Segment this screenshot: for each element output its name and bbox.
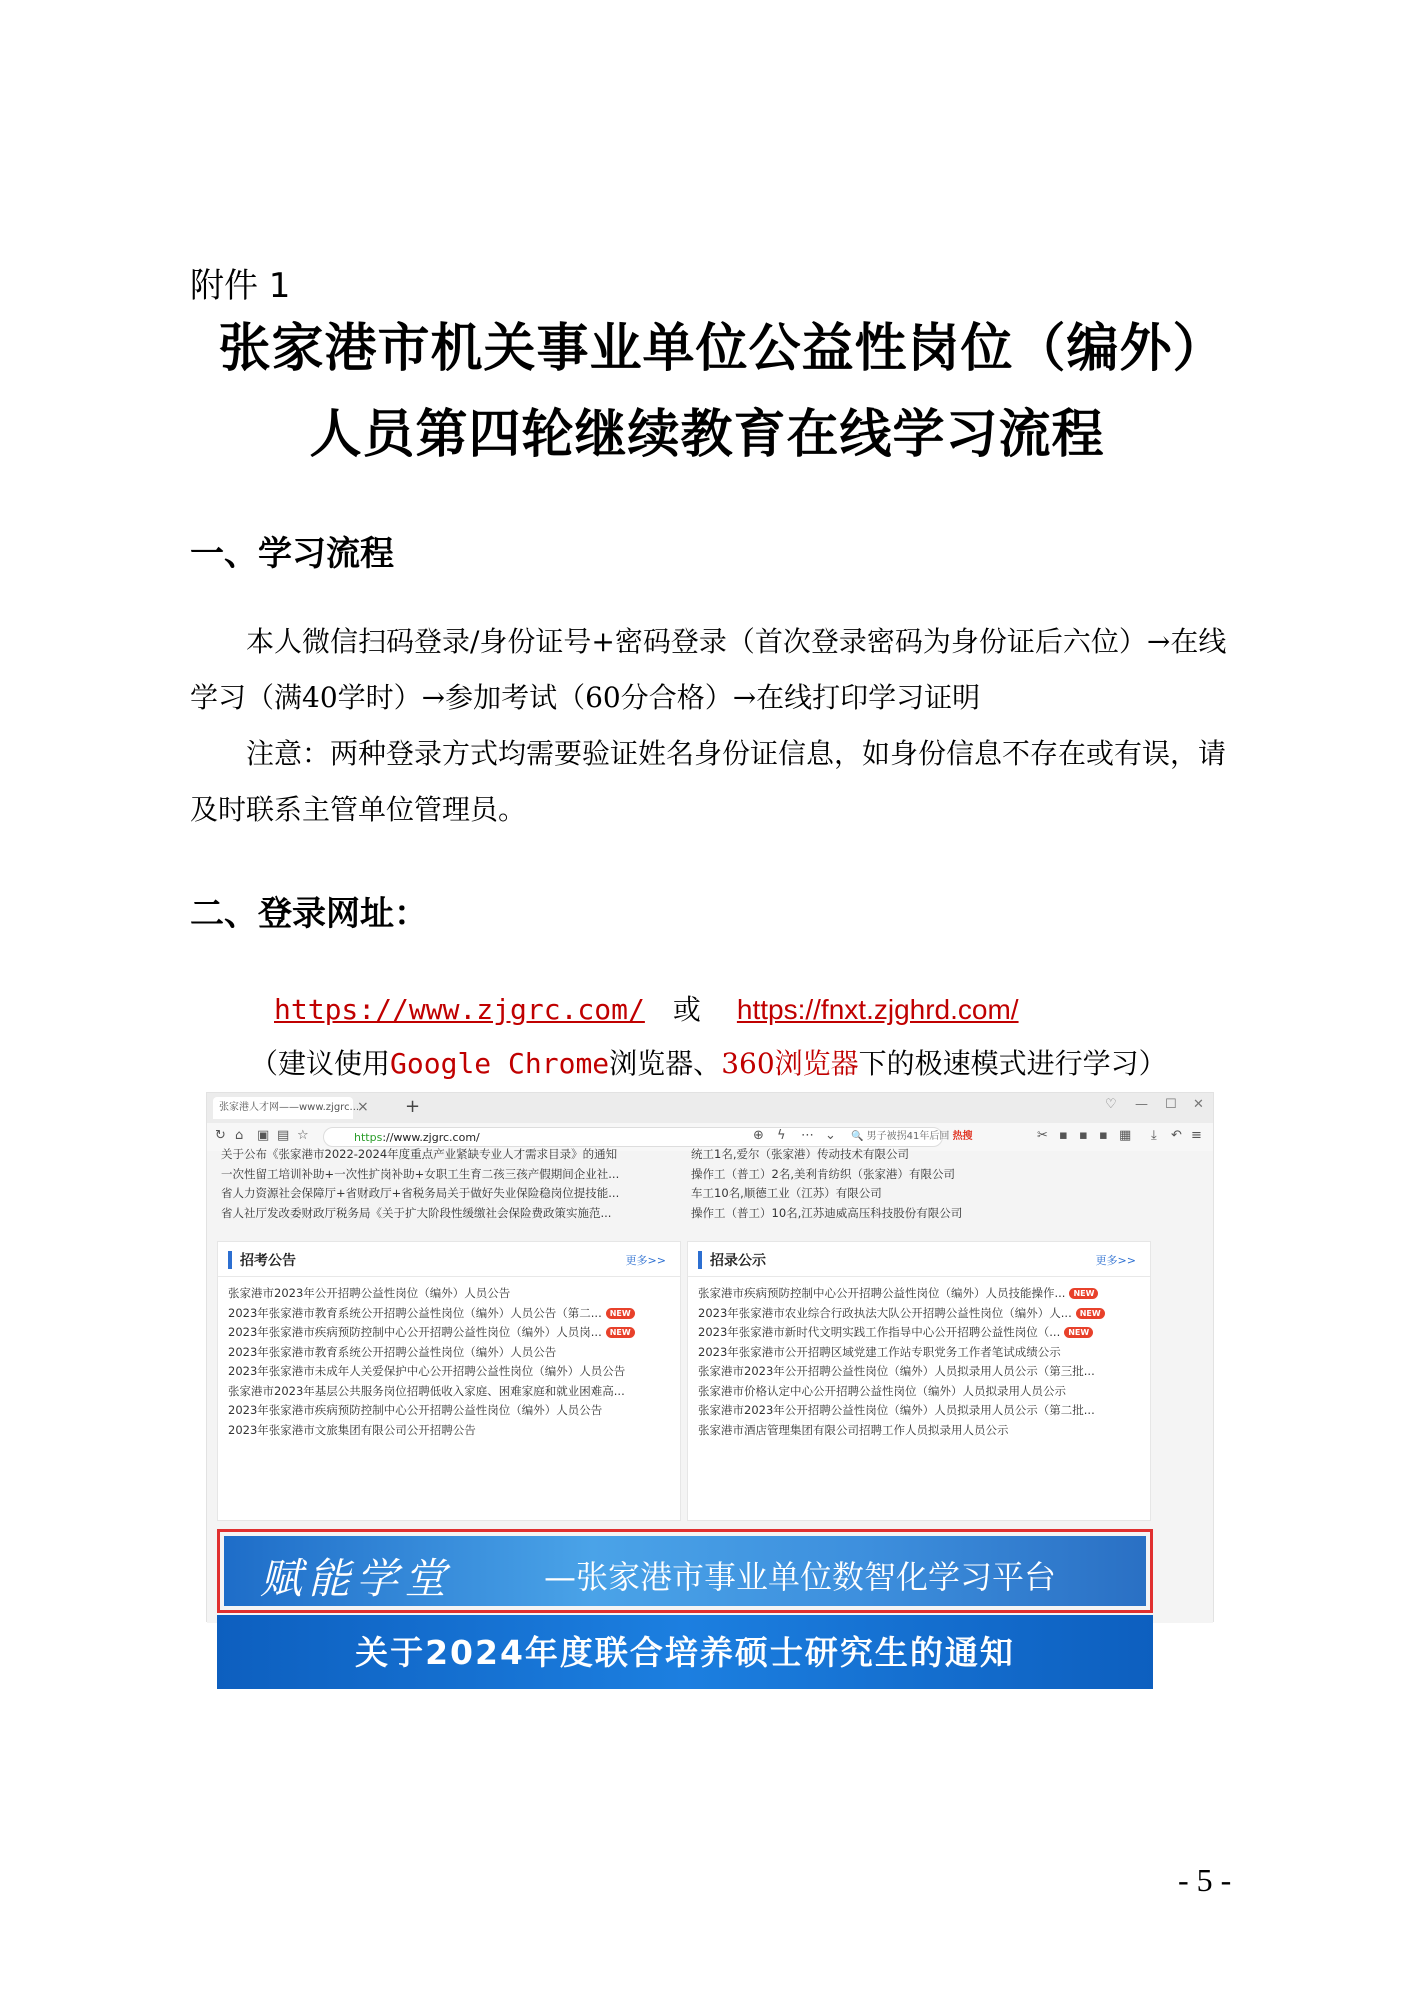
top-right-news [691, 1145, 1151, 1223]
page-number: - 5 - [1178, 1862, 1232, 1898]
list-item[interactable]: 2023年张家港市农业综合行政执法大队公开招聘公益性岗位（编外）人... NEW [698, 1304, 1142, 1324]
banner-platform-title: —张家港市事业单位数智化学习平台 [544, 1558, 1057, 1596]
list-item[interactable]: 张家港市2023年公开招聘公益性岗位（编外）人员拟录用人员公示（第二批... [698, 1403, 1095, 1417]
top-left-news [221, 1145, 689, 1223]
list-item[interactable]: 2023年张家港市教育系统公开招聘公益性岗位（编外）人员公告（第二... NEW [228, 1304, 672, 1324]
recruitment-publicity-box [687, 1241, 1151, 1521]
process-paragraph [190, 614, 1240, 838]
list-item[interactable]: 张家港市2023年公开招聘公益性岗位（编外）人员公告 [228, 1286, 511, 1300]
document-title-line-1: 张家港市机关事业单位公益性岗位（编外） [218, 319, 1226, 379]
section-heading-process: 一、学习流程 [190, 534, 394, 574]
search-text: 男子被拐41年后回 [866, 1131, 950, 1142]
news-item[interactable]: 关于公布《张家港市2022-2024年度重点产业紧缺专业人才需求目录》的通知 [221, 1147, 618, 1161]
new-badge: NEW [606, 1327, 635, 1338]
header-accent [698, 1251, 702, 1269]
news-item[interactable]: 省人力资源社会保障厅+省财政厅+省税务局关于做好失业保险稳岗位提技能... [221, 1186, 620, 1200]
url-line [274, 988, 1019, 1028]
process-text: 本人微信扫码登录/身份证号+密码登录（首次登录密码为身份证后六位）→在线学习（满40学时）→参加考试（60分合格）→在线打印学习证明 [190, 625, 1227, 714]
new-badge: NEW [1064, 1327, 1093, 1338]
list-item[interactable]: 2023年张家港市公开招聘区域党建工作站专职党务工作者笔试成绩公示 [698, 1344, 1061, 1359]
minimize-icon[interactable]: — [1135, 1097, 1148, 1112]
chevron-down-icon[interactable]: ⌄ [825, 1128, 836, 1143]
suggest-360: 360浏览器 [721, 1047, 859, 1080]
list-item[interactable]: 2023年张家港市疾病预防控制中心公开招聘公益性岗位（编外）人员公告 [228, 1403, 603, 1417]
game-icon[interactable]: ▪ [1099, 1128, 1108, 1143]
login-url-1-link[interactable]: https://www.zjgrc.com/ [274, 993, 645, 1026]
suggest-chrome: Google Chrome [390, 1047, 610, 1080]
browser-tab-bar [207, 1093, 1213, 1123]
new-badge: NEW [606, 1308, 635, 1319]
suggest-pre: （建议使用 [250, 1047, 391, 1080]
list-item[interactable]: 张家港市2023年公开招聘公益性岗位（编外）人员拟录用人员公示（第三批... [698, 1364, 1095, 1378]
list-item[interactable]: 张家港市价格认定中心公开招聘公益性岗位（编外）人员拟录用人员公示 [698, 1383, 1066, 1398]
zoom-icon[interactable]: ⊕ [753, 1128, 764, 1143]
search-icon: 🔍 [851, 1131, 864, 1142]
more-link[interactable]: 更多>> [625, 1254, 666, 1267]
home-icon[interactable]: ⌂ [235, 1128, 244, 1143]
news-item[interactable]: 车工10名,顺德工业（江苏）有限公司 [691, 1186, 882, 1200]
suggest-mid: 浏览器、 [609, 1047, 722, 1080]
list-item[interactable]: 2023年张家港市文旅集团有限公司公开招聘公告 [228, 1422, 476, 1437]
wallet-icon[interactable]: ▤ [277, 1128, 290, 1143]
window-close-icon[interactable]: ✕ [1193, 1097, 1204, 1112]
list-item[interactable]: 2023年张家港市未成年人关爱保护中心公开招聘公益性岗位（编外）人员公告 [228, 1364, 626, 1378]
news-item[interactable]: 统工1名,爱尔（张家港）传动技术有限公司 [691, 1147, 909, 1161]
login-url-2-link[interactable]: https://fnxt.zjghrd.com/ [736, 994, 1019, 1025]
star-icon[interactable]: ☆ [297, 1128, 309, 1143]
list-item[interactable]: 2023年张家港市疾病预防控制中心公开招聘公益性岗位（编外）人员岗... NEW [228, 1323, 672, 1343]
note-text: 注意：两种登录方式均需要验证姓名身份证信息，如身份信息不存在或有误，请及时联系主管单位管理员。 [190, 737, 1227, 826]
banner-background [224, 1536, 1146, 1606]
reload-icon[interactable]: ↻ [215, 1128, 226, 1143]
shirt-icon[interactable]: ♡ [1105, 1097, 1117, 1112]
box-header [218, 1242, 680, 1277]
new-tab-icon[interactable]: + [405, 1096, 421, 1117]
suggest-post: 下的极速模式进行学习） [858, 1047, 1167, 1080]
list-item[interactable]: 张家港市疾病预防控制中心公开招聘公益性岗位（编外）人员技能操作... NEW [698, 1284, 1142, 1304]
extension-icon[interactable]: ▪ [1059, 1128, 1068, 1143]
or-text: 或 [672, 993, 701, 1026]
new-badge: NEW [1069, 1288, 1098, 1299]
news-item[interactable]: 一次性留工培训补助+一次性扩岗补助+女职工生育二孩三孩产假期间企业社... [221, 1166, 620, 1181]
briefcase-icon[interactable]: ▣ [257, 1128, 270, 1143]
close-tab-icon[interactable]: × [357, 1099, 369, 1115]
notice-banner-text: 关于2024年度联合培养硕士研究生的通知 [355, 1633, 1015, 1672]
translate-icon[interactable]: ▪ [1079, 1128, 1088, 1143]
website-screenshot [206, 1092, 1214, 1672]
news-item[interactable]: 操作工（普工）10名,江苏迪威高压科技股份有限公司 [691, 1205, 963, 1220]
browser-tab[interactable]: 张家港人才网——www.zjgrc... [213, 1097, 353, 1119]
more-link[interactable]: 更多>> [1095, 1254, 1136, 1267]
apps-icon[interactable]: ▦ [1119, 1128, 1132, 1143]
announcement-list [228, 1284, 672, 1440]
section-heading-urls: 二、登录网址： [190, 894, 428, 934]
recruitment-announcements-box [217, 1241, 681, 1521]
lightning-icon[interactable]: ϟ [777, 1128, 786, 1143]
document-title-line-2: 人员第四轮继续教育在线学习流程 [309, 405, 1105, 465]
browser-suggestion [250, 1042, 1167, 1082]
url-protocol: https [354, 1131, 383, 1144]
download-icon[interactable]: ⤓ [1151, 1128, 1157, 1143]
header-accent [228, 1251, 232, 1269]
news-item[interactable]: 省人社厅发改委财政厅税务局《关于扩大阶段性缓缴社会保险费政策实施范... [221, 1205, 612, 1220]
list-item[interactable]: 张家港市2023年基层公共服务岗位招聘低收入家庭、困难家庭和就业困难高... [228, 1383, 625, 1398]
news-item[interactable]: 操作工（普工）2名,美利肯纺织（张家港）有限公司 [691, 1166, 955, 1181]
more-icon[interactable]: ⋯ [801, 1128, 814, 1143]
hot-search-label: 热搜 [952, 1131, 973, 1142]
list-item[interactable]: 2023年张家港市教育系统公开招聘公益性岗位（编外）人员公告 [228, 1344, 557, 1359]
notice-banner[interactable] [217, 1615, 1153, 1689]
attachment-label: 附件 1 [190, 266, 291, 306]
learning-platform-banner[interactable] [217, 1529, 1153, 1613]
undo-icon[interactable]: ↶ [1171, 1128, 1182, 1143]
url-input[interactable] [323, 1127, 943, 1147]
box-header [688, 1242, 1150, 1277]
publicity-list [698, 1284, 1142, 1440]
browser-search-box[interactable] [851, 1127, 991, 1147]
list-item[interactable]: 2023年张家港市新时代文明实践工作指导中心公开招聘公益性岗位（... NEW [698, 1323, 1142, 1343]
box-title: 招录公示 [710, 1253, 766, 1269]
menu-icon[interactable]: ≡ [1191, 1128, 1202, 1143]
maximize-icon[interactable]: ☐ [1165, 1097, 1177, 1112]
box-title: 招考公告 [240, 1253, 296, 1269]
new-badge: NEW [1076, 1308, 1105, 1319]
url-rest: ://www.zjgrc.com/ [382, 1131, 480, 1144]
scissors-icon[interactable]: ✂ [1037, 1128, 1048, 1143]
banner-calligraphy: 赋能学堂 [260, 1554, 453, 1603]
list-item[interactable]: 张家港市酒店管理集团有限公司招聘工作人员拟录用人员公示 [698, 1422, 1009, 1437]
page-content [207, 1147, 1213, 1672]
